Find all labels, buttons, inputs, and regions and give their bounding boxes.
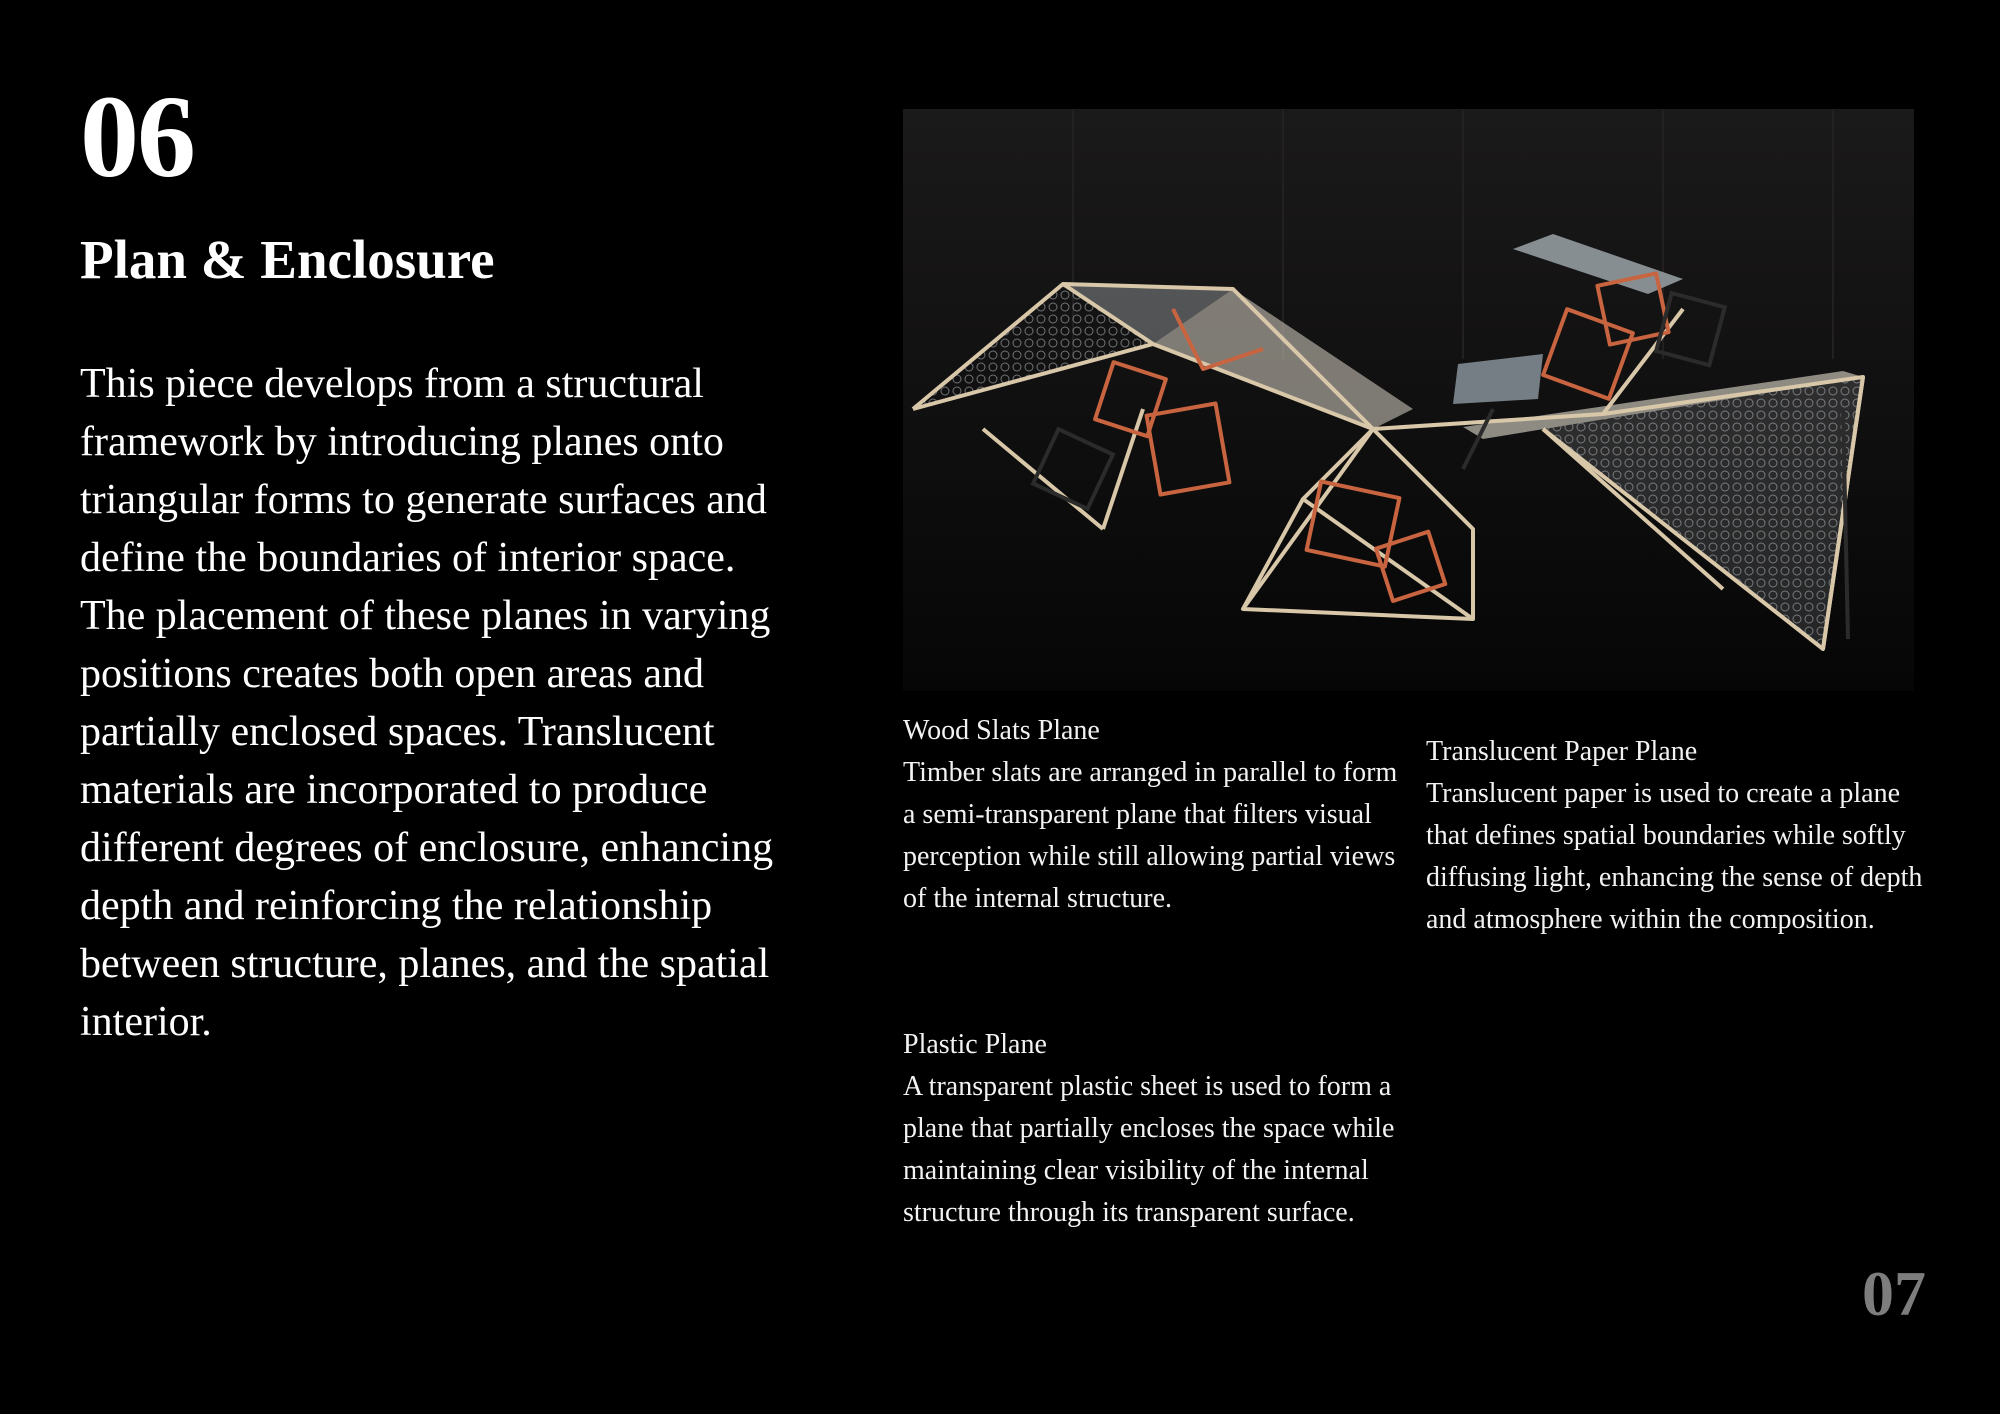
caption-translucent-paper-body: Translucent paper is used to create a plane that defines spatial boundaries while softly diffusing light, enhancing the sense of depth and atmosphere within the composition. (1426, 778, 1923, 935)
caption-wood-slats-title: Wood Slats Plane (903, 715, 1100, 746)
caption-plastic-body: A transparent plastic sheet is used to form a plane that partially encloses the space while maintaining clear visibility of the internal structure through its transparent surface. (903, 1071, 1395, 1228)
caption-plastic (903, 1024, 1413, 1234)
intro-paragraph: This piece develops from a structural framework by introducing planes onto triangular forms to generate surfaces and define the boundaries of interior space. The placement of these planes in varying positions creates both open areas and partially enclosed spaces. Translucent materials are incorporated to produce different degrees of enclosure, enhancing depth and reinforcing the relationship between structure, planes, and the spatial interior. (80, 361, 774, 1045)
caption-wood-slats (903, 710, 1403, 920)
section-title: Plan & Enclosure (80, 229, 495, 290)
caption-wood-slats-body: Timber slats are arranged in parallel to form a semi-transparent plane that filters visual perception while still allowing partial views of the internal structure. (903, 757, 1398, 914)
caption-plastic-title: Plastic Plane (903, 1029, 1047, 1060)
caption-translucent-paper-title: Translucent Paper Plane (1426, 736, 1698, 767)
caption-translucent-paper (1426, 731, 1926, 941)
model-photo (903, 109, 1914, 691)
page-number: 07 (1862, 1258, 1926, 1329)
section-number: 06 (80, 71, 194, 202)
